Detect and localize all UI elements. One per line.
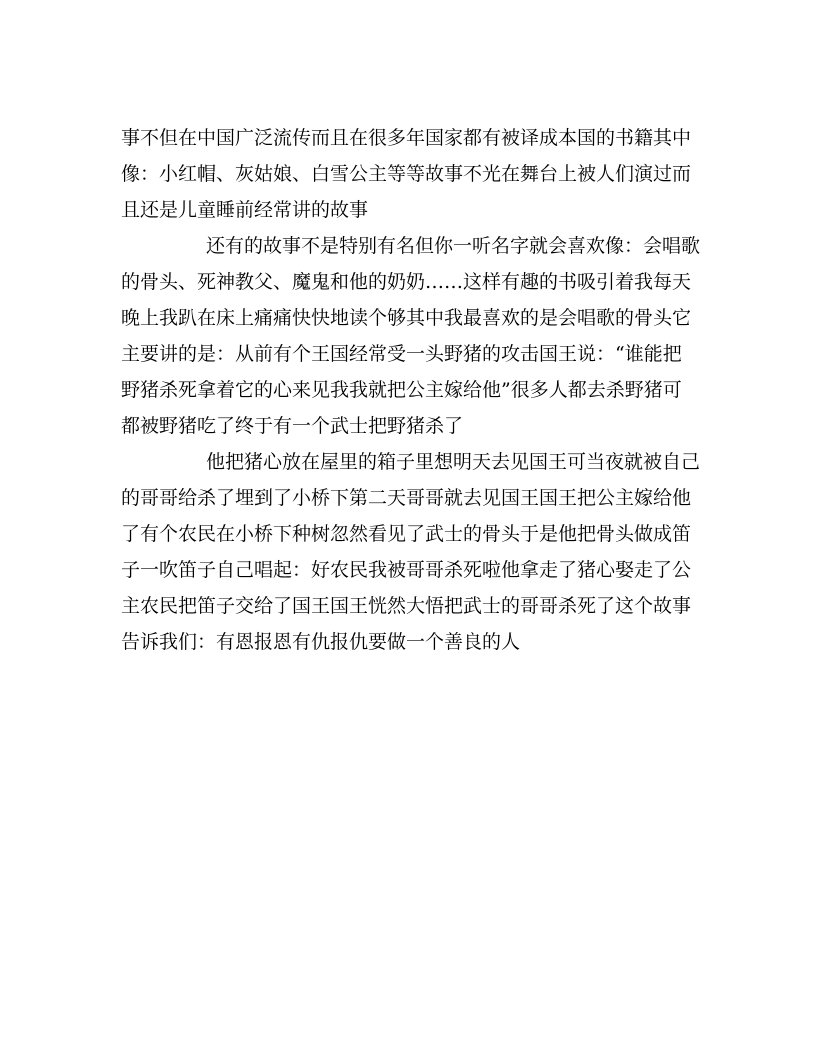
paragraph-1-line-3: 且还是儿童睡前经常讲的故事 <box>121 199 369 221</box>
paragraph-1-line-1: 事不但在中国广泛流传而且在很多年国家都有被译成本国的书籍其中 <box>121 127 692 149</box>
paragraph-3-line-4: 子一吹笛子自己唱起：好农民我被哥哥杀死啦他拿走了猪心娶走了公 <box>121 559 692 581</box>
paragraph-2-line-4: 主要讲的是：从前有个王国经常受一头野猪的攻击国王说：“谁能把 <box>121 343 682 365</box>
paragraph-3-line-3: 了有个农民在小桥下种树忽然看见了武士的骨头于是他把骨头做成笛 <box>121 523 692 545</box>
paragraph-2-line-5: 野猪杀死拿着它的心来见我我就把公主嫁给他”很多人都去杀野猪可 <box>121 379 682 401</box>
paragraph-2-line-2: 的骨头、死神教父、魔鬼和他的奶奶……这样有趣的书吸引着我每天 <box>121 271 692 293</box>
paragraph-3-line-5: 主农民把笛子交给了国王国王恍然大悟把武士的哥哥杀死了这个故事 <box>121 595 692 617</box>
paragraph-3-line-1: 他把猪心放在屋里的箱子里想明天去见国王可当夜就被自己 <box>206 451 701 473</box>
paragraph-1-line-2: 像：小红帽、灰姑娘、白雪公主等等故事不光在舞台上被人们演过而 <box>121 163 692 185</box>
paragraph-3-line-2: 的哥哥给杀了埋到了小桥下第二天哥哥就去见国王国王把公主嫁给他 <box>121 487 692 509</box>
paragraph-2-line-3: 晚上我趴在床上痛痛快快地读个够其中我最喜欢的是会唱歌的骨头它 <box>121 307 692 329</box>
paragraph-2-line-6: 都被野猪吃了终于有一个武士把野猪杀了 <box>121 415 464 437</box>
paragraph-3-line-6: 告诉我们：有恩报恩有仇报仇要做一个善良的人 <box>121 631 521 653</box>
paragraph-2-line-1: 还有的故事不是特别有名但你一听名字就会喜欢像：会唱歌 <box>206 235 701 257</box>
